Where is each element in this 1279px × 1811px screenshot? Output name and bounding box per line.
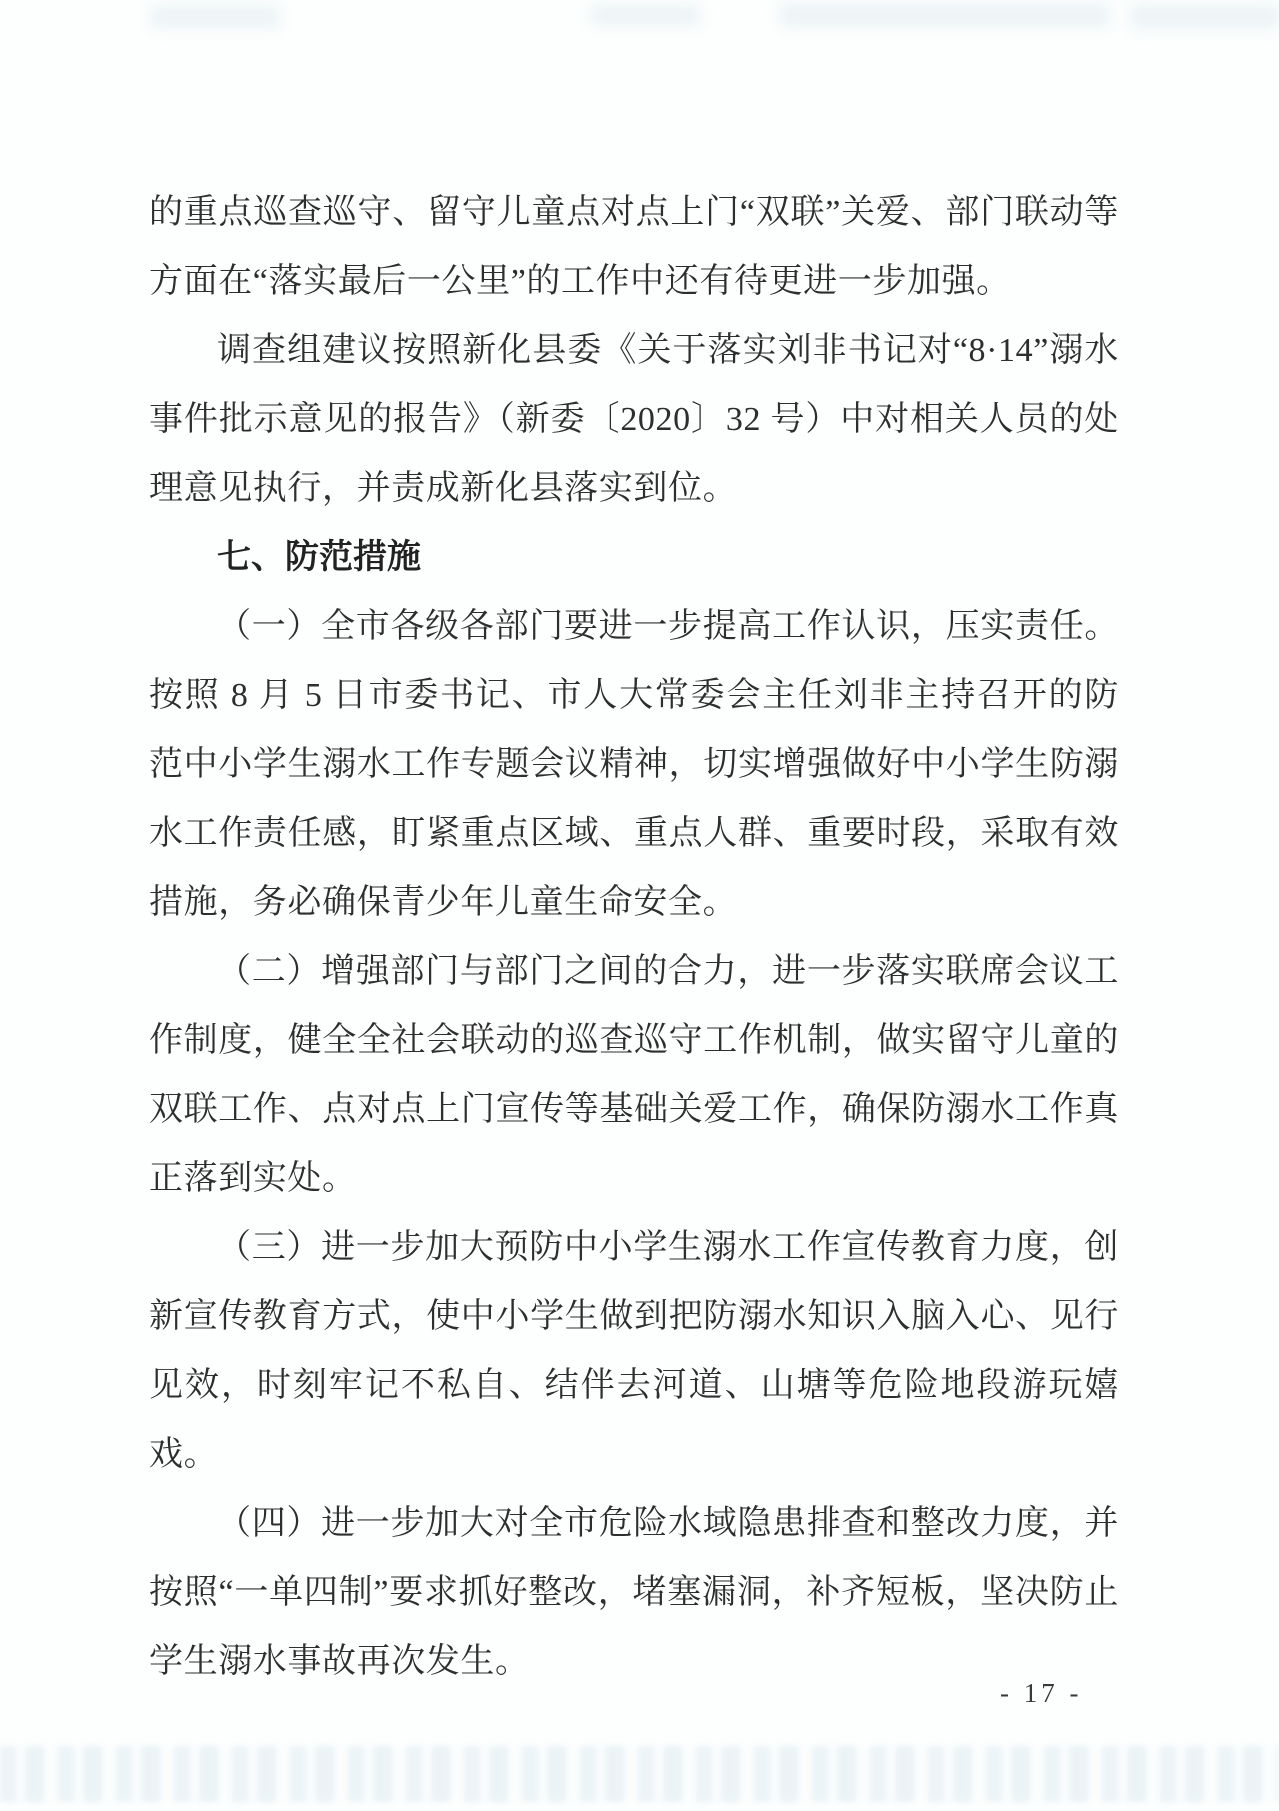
scan-artifact-top <box>780 3 1110 27</box>
document-body <box>149 178 1119 1696</box>
page-number: - 17 - <box>1000 1678 1083 1708</box>
scan-artifact-top <box>590 5 700 25</box>
paragraph-measure-3: （三）进一步加大预防中小学生溺水工作宣传教育力度，创新宣传教育方式，使中小学生做到把防溺水知识入脑入心、见行见效，时刻牢记不私自、结伴去河道、山塘等危险地段游玩嬉戏。 <box>149 1229 1119 1473</box>
paragraph-recommendation: 调查组建议按照新化县委《关于落实刘非书记对“8·14”溺水事件批示意见的报告》（新委〔2020〕32 号）中对相关人员的处理意见执行，并责成新化县落实到位。 <box>149 332 1119 507</box>
scan-artifact-top <box>1130 5 1279 29</box>
paragraph-measure-2: （二）增强部门与部门之间的合力，进一步落实联席会议工作制度，健全全社会联动的巡查巡守工作机制，做实留守儿童的双联工作、点对点上门宣传等基础关爱工作，确保防溺水工作真正落到实处。 <box>149 953 1119 1197</box>
scan-artifact-bottom <box>0 1746 1279 1802</box>
paragraph-carryover: 的重点巡查巡守、留守儿童点对点上门“双联”关爱、部门联动等方面在“落实最后一公里”的工作中还有待更进一步加强。 <box>149 194 1119 300</box>
scan-artifact-top <box>150 6 280 28</box>
section-heading-prevention-measures: 七、防范措施 <box>217 538 421 576</box>
paragraph-measure-1: （一）全市各级各部门要进一步提高工作认识，压实责任。按照 8 月 5 日市委书记、市人大常委会主任刘非主持召开的防范中小学生溺水工作专题会议精神，切实增强做好中小学生防溺水工作责任感，盯紧重点区域、重点人群、重要时段，采取有效措施，务必确保青少年儿童生命安全。 <box>149 608 1119 921</box>
paragraph-measure-4: （四）进一步加大对全市危险水域隐患排查和整改力度，并按照“一单四制”要求抓好整改，堵塞漏洞，补齐短板，坚决防止学生溺水事故再次发生。 <box>149 1505 1119 1680</box>
